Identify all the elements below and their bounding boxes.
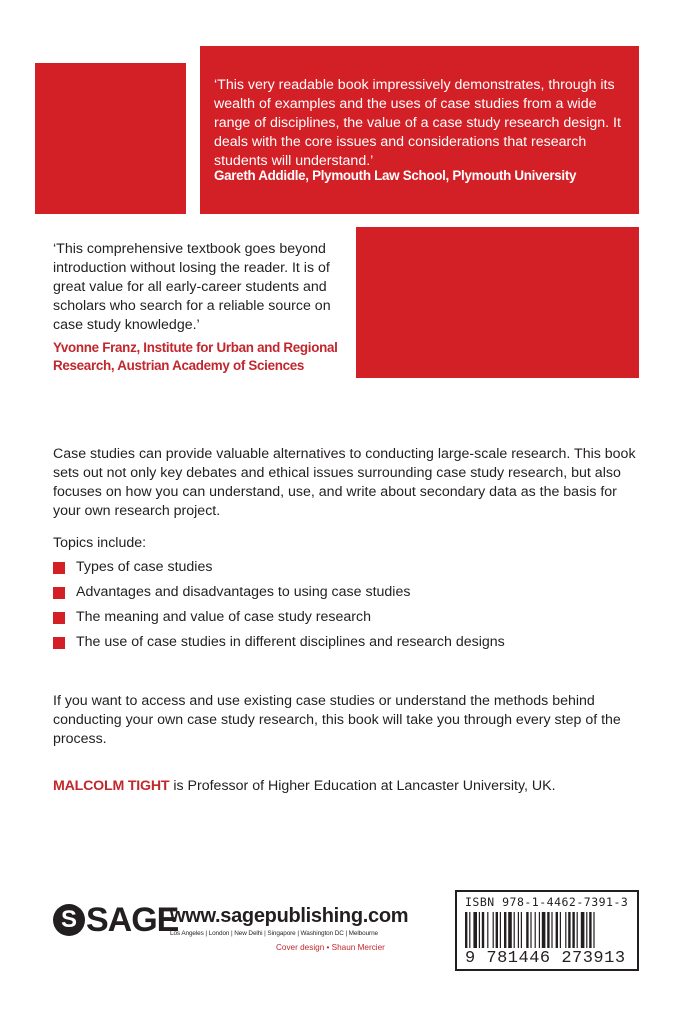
- publisher-cities: Los Angeles | London | New Delhi | Singapore | Washington DC | Melbourne: [170, 930, 378, 937]
- isbn-barcode-box: [455, 890, 639, 971]
- topic-text: The use of case studies in different disciplines and research designs: [76, 634, 505, 650]
- sage-logo-mark-icon: S: [53, 904, 85, 936]
- barcode-bar: [508, 912, 512, 948]
- barcode-bar: [504, 912, 506, 948]
- quote-2-attribution: Yvonne Franz, Institute for Urban and Regional Research, Austrian Academy of Sciences: [53, 340, 338, 373]
- barcode-bar: [565, 912, 566, 948]
- barcode-bar: [551, 912, 552, 948]
- quote-1-text: ‘This very readable book impressively demonstrates, through its wealth of examples and the uses of case studies from a wide range of disciplines, the value of a case study research design. It deals with the core issues and considerations that research students will understand.’: [214, 77, 621, 169]
- barcode-bar: [530, 912, 531, 948]
- red-block-middle-right: [356, 227, 639, 378]
- barcode-bar: [593, 912, 594, 948]
- barcode-bar: [521, 912, 522, 948]
- square-bullet-icon: [53, 562, 65, 574]
- barcode-bar: [514, 912, 515, 948]
- sage-logo-text: SAGE: [86, 900, 179, 939]
- barcode-bar: [556, 912, 558, 948]
- topic-item: [53, 633, 633, 652]
- barcode-bar: [526, 912, 528, 948]
- barcode-bar: [479, 912, 480, 948]
- red-block-top-left: [35, 63, 186, 214]
- barcode-bar: [542, 912, 546, 948]
- book-description: Case studies can provide valuable alternatives to conducting large-scale research. This book sets out not only key debates and ethical issues surrounding case study research, but also focuses on how you can understand, use, and write about secondary data as the basis for your own research project.: [53, 446, 636, 519]
- barcode-bar: [487, 912, 488, 948]
- square-bullet-icon: [53, 612, 65, 624]
- topic-text: Advantages and disadvantages to using case studies: [76, 584, 411, 600]
- quote-2-text: ‘This comprehensive textbook goes beyond introduction without losing the reader. It is of great value for all early-career students and scholars who search for a reliable source on case study knowledge.’: [53, 241, 331, 333]
- isbn-label: ISBN 978-1-4462-7391-3: [465, 895, 629, 909]
- barcode-bar: [572, 912, 574, 948]
- barcode-bar: [493, 912, 494, 948]
- author-name: MALCOLM TIGHT: [53, 778, 170, 794]
- square-bullet-icon: [53, 637, 65, 649]
- quote-2: [53, 240, 353, 375]
- barcode-icon: [465, 912, 631, 948]
- author-bio: [53, 778, 643, 794]
- isbn-barcode-number: 9 781446 273913: [465, 949, 626, 968]
- barcode-bar: [547, 912, 549, 948]
- barcode-bar: [577, 912, 578, 948]
- barcode-bar: [496, 912, 498, 948]
- sage-logo: [53, 900, 179, 939]
- barcode-bar: [581, 912, 585, 948]
- closing-paragraph: If you want to access and use existing case studies or understand the methods behind conducting your own case study research, this book will take you through every step of the process.: [53, 693, 621, 747]
- topic-item: [53, 558, 633, 577]
- barcode-bar: [589, 912, 591, 948]
- topics-heading: Topics include:: [53, 535, 147, 551]
- barcode-bar: [500, 912, 501, 948]
- topics-list: [53, 558, 633, 658]
- topic-text: The meaning and value of case study research: [76, 609, 371, 625]
- barcode-bar: [469, 912, 470, 948]
- barcode-bar: [465, 912, 467, 948]
- topic-text: Types of case studies: [76, 559, 213, 575]
- barcode-bar: [568, 912, 570, 948]
- cover-credit: Cover design • Shaun Mercier: [276, 943, 385, 952]
- barcode-bar: [482, 912, 484, 948]
- barcode-bar: [539, 912, 540, 948]
- barcode-bar: [535, 912, 536, 948]
- barcode-bar: [518, 912, 519, 948]
- barcode-bar: [473, 912, 477, 948]
- quote-box-top: [200, 46, 639, 214]
- square-bullet-icon: [53, 587, 65, 599]
- author-bio-text: is Professor of Higher Education at Lancaster University, UK.: [169, 778, 556, 794]
- barcode-bar: [560, 912, 561, 948]
- barcode-bar: [586, 912, 587, 948]
- topic-item: [53, 583, 633, 602]
- quote-1-attribution: Gareth Addidle, Plymouth Law School, Plymouth University: [214, 168, 577, 183]
- topic-item: [53, 608, 633, 627]
- publisher-url: www.sagepublishing.com: [170, 905, 409, 927]
